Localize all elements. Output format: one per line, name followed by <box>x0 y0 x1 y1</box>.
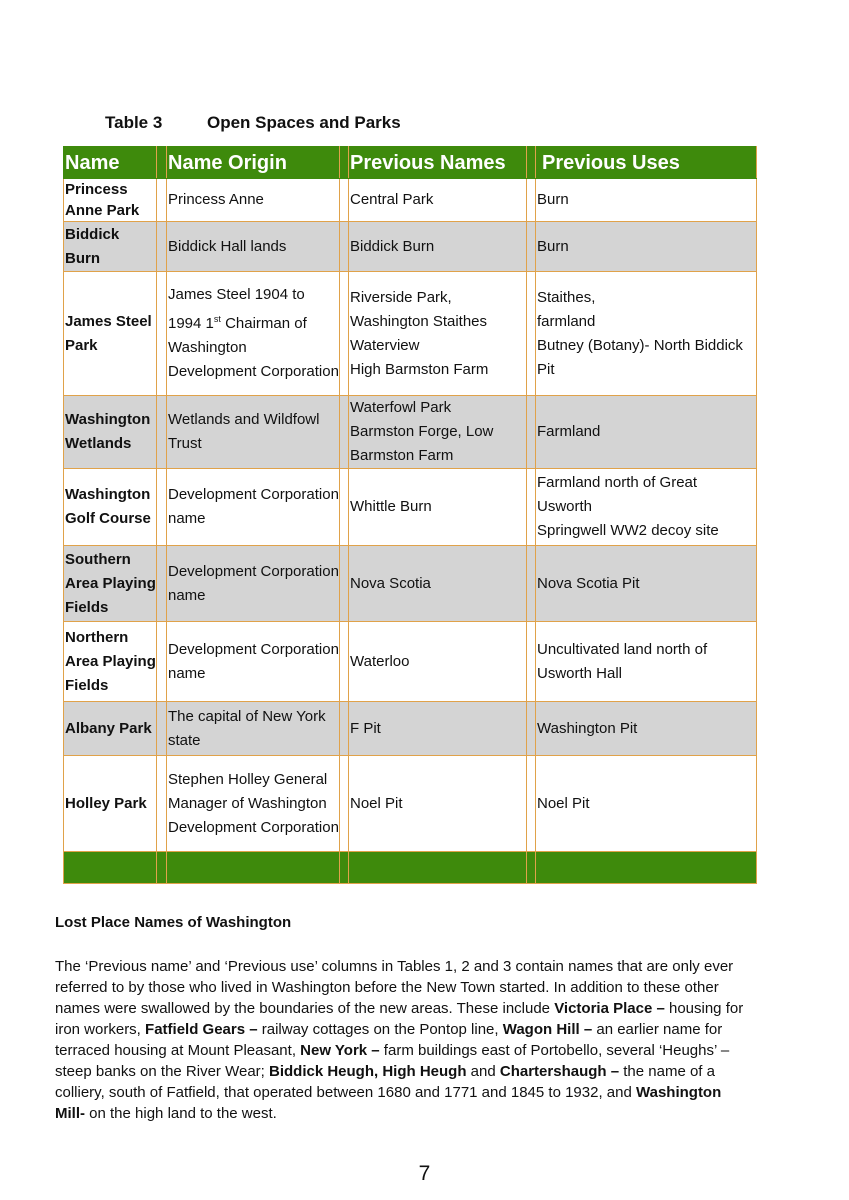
cell-gap <box>527 179 536 222</box>
cell-gap <box>157 272 167 396</box>
cell-gap <box>340 272 349 396</box>
park-name: Northern Area Playing Fields <box>64 622 157 702</box>
previous-name-line: Waterview <box>350 336 420 354</box>
place-name: Fatfield Gears – <box>145 1021 258 1038</box>
table-row <box>64 396 757 469</box>
previous-uses <box>536 469 757 546</box>
place-name: Victoria Place – <box>554 1000 665 1017</box>
previous-uses: Noel Pit <box>536 756 757 852</box>
name-origin: Development Corporation name <box>167 469 340 546</box>
cell-gap <box>340 396 349 469</box>
footer-cell <box>64 852 157 884</box>
previous-names: Waterloo <box>349 622 527 702</box>
park-name: Southern Area Playing Fields <box>64 546 157 622</box>
table-row <box>64 222 757 272</box>
paragraph-text: The ‘Previous name’ and ‘Previous use’ columns in Tables 1, 2 and 3 contain names that are only ever referred to by those who lived in Washington before the New Town started. In addition to these other names were swallowed by the boundaries of the new areas. These include <box>55 958 734 1017</box>
ordinal-suffix: st <box>213 314 221 324</box>
header-name-origin: Name Origin <box>167 147 340 179</box>
previous-name-line: High Barmston Farm <box>350 360 489 378</box>
previous-uses: Farmland <box>536 396 757 469</box>
cell-gap <box>340 702 349 756</box>
name-origin: Development Corporation name <box>167 546 340 622</box>
place-name: Chartershaugh – <box>499 1063 620 1080</box>
footer-cell <box>349 852 527 884</box>
table-footer-row <box>64 852 757 884</box>
section-paragraph <box>55 956 745 1124</box>
previous-name-line: Riverside Park, <box>350 288 452 306</box>
cell-gap <box>157 396 167 469</box>
parks-table <box>63 146 757 884</box>
name-origin: Wetlands and Wildfowl Trust <box>167 396 340 469</box>
previous-names: Noel Pit <box>349 756 527 852</box>
name-origin: Stephen Holley General Manager of Washington Development Corporation <box>167 756 340 852</box>
place-name: Biddick Heugh, High Heugh <box>269 1063 467 1080</box>
cell-gap <box>157 622 167 702</box>
paragraph-text: housing for iron workers, <box>55 1000 744 1038</box>
paragraph-text: an earlier name for terraced housing at Mount Pleasant, <box>55 1021 723 1059</box>
previous-names: Central Park <box>349 179 527 222</box>
cell-gap <box>157 179 167 222</box>
previous-use-line: farmland <box>537 312 596 330</box>
footer-cell <box>340 852 349 884</box>
previous-uses: Uncultivated land north of Usworth Hall <box>536 622 757 702</box>
previous-uses: Nova Scotia Pit <box>536 546 757 622</box>
table-row <box>64 622 757 702</box>
park-name: Princess Anne Park <box>64 179 157 222</box>
cell-gap <box>527 396 536 469</box>
footer-cell <box>527 852 536 884</box>
table-row <box>64 179 757 222</box>
header-previous-uses: Previous Uses <box>536 147 757 179</box>
cell-gap <box>527 702 536 756</box>
page-number: 7 <box>418 1162 431 1185</box>
previous-uses <box>536 272 757 396</box>
name-origin <box>167 272 340 396</box>
table-row <box>64 702 757 756</box>
previous-use-line: Butney (Botany)- North Biddick Pit <box>537 336 743 378</box>
previous-names: F Pit <box>349 702 527 756</box>
cell-gap <box>340 179 349 222</box>
table-number: Table 3 <box>105 113 163 132</box>
cell-gap <box>340 756 349 852</box>
cell-gap <box>340 622 349 702</box>
cell-gap <box>157 222 167 272</box>
table-row <box>64 469 757 546</box>
footer-cell <box>167 852 340 884</box>
table-row <box>64 756 757 852</box>
table-caption <box>105 113 401 133</box>
table-header-row <box>64 147 757 179</box>
name-origin: Development Corporation name <box>167 622 340 702</box>
previous-name-line: Waterfowl Park <box>350 399 452 416</box>
name-origin: The capital of New York state <box>167 702 340 756</box>
cell-gap <box>527 469 536 546</box>
park-name: Washington Golf Course <box>64 469 157 546</box>
paragraph-text: and <box>466 1063 500 1080</box>
header-name: Name <box>64 147 157 179</box>
name-origin: Princess Anne <box>167 179 340 222</box>
park-name: Albany Park <box>64 702 157 756</box>
header-gap <box>527 147 536 179</box>
cell-gap <box>527 222 536 272</box>
previous-names: Nova Scotia <box>349 546 527 622</box>
cell-gap <box>527 622 536 702</box>
previous-uses: Washington Pit <box>536 702 757 756</box>
previous-use-line: Staithes, <box>537 288 596 306</box>
header-gap <box>340 147 349 179</box>
previous-names <box>349 272 527 396</box>
footer-cell <box>157 852 167 884</box>
previous-name-line: Barmston Forge, Low Barmston Farm <box>350 423 494 464</box>
paragraph-text: railway cottages on the Pontop line, <box>257 1021 503 1038</box>
table-row <box>64 546 757 622</box>
place-name: Wagon Hill – <box>502 1021 593 1038</box>
header-gap <box>157 147 167 179</box>
paragraph-text: on the high land to the west. <box>85 1105 277 1122</box>
previous-names <box>349 396 527 469</box>
place-name: New York – <box>300 1042 380 1059</box>
header-previous-names: Previous Names <box>349 147 527 179</box>
cell-gap <box>340 469 349 546</box>
cell-gap <box>527 272 536 396</box>
cell-gap <box>340 546 349 622</box>
paragraph-text: farm buildings east of Portobello, several ‘Heughs’ – steep banks on the River Wear; <box>55 1042 730 1080</box>
cell-gap <box>157 702 167 756</box>
cell-gap <box>157 546 167 622</box>
previous-name-line: Washington Staithes <box>350 312 488 330</box>
previous-use-line: Springwell WW2 decoy site <box>537 522 719 539</box>
park-name: Biddick Burn <box>64 222 157 272</box>
previous-uses: Burn <box>536 179 757 222</box>
cell-gap <box>157 469 167 546</box>
cell-gap <box>157 756 167 852</box>
cell-gap <box>527 546 536 622</box>
paragraph-text: the name of a colliery, south of Fatfield, that operated between 1680 and 1771 and 1845 to 1932, and <box>55 1063 715 1101</box>
previous-names: Whittle Burn <box>349 469 527 546</box>
cell-gap <box>340 222 349 272</box>
park-name: Holley Park <box>64 756 157 852</box>
footer-cell <box>536 852 757 884</box>
table-title: Open Spaces and Parks <box>207 113 401 132</box>
name-origin: Biddick Hall lands <box>167 222 340 272</box>
table-row <box>64 272 757 396</box>
section-heading: Lost Place Names of Washington <box>55 914 292 931</box>
park-name: James Steel Park <box>64 272 157 396</box>
previous-use-line: Farmland north of Great Usworth <box>537 474 698 515</box>
place-name: Washington Mill- <box>55 1084 722 1122</box>
previous-uses: Burn <box>536 222 757 272</box>
previous-names: Biddick Burn <box>349 222 527 272</box>
origin-text: James Steel 1904 to 1994 1 <box>168 286 305 332</box>
park-name: Washington Wetlands <box>64 396 157 469</box>
origin-text: Chairman of Washington Development Corporation <box>168 315 339 380</box>
cell-gap <box>527 756 536 852</box>
